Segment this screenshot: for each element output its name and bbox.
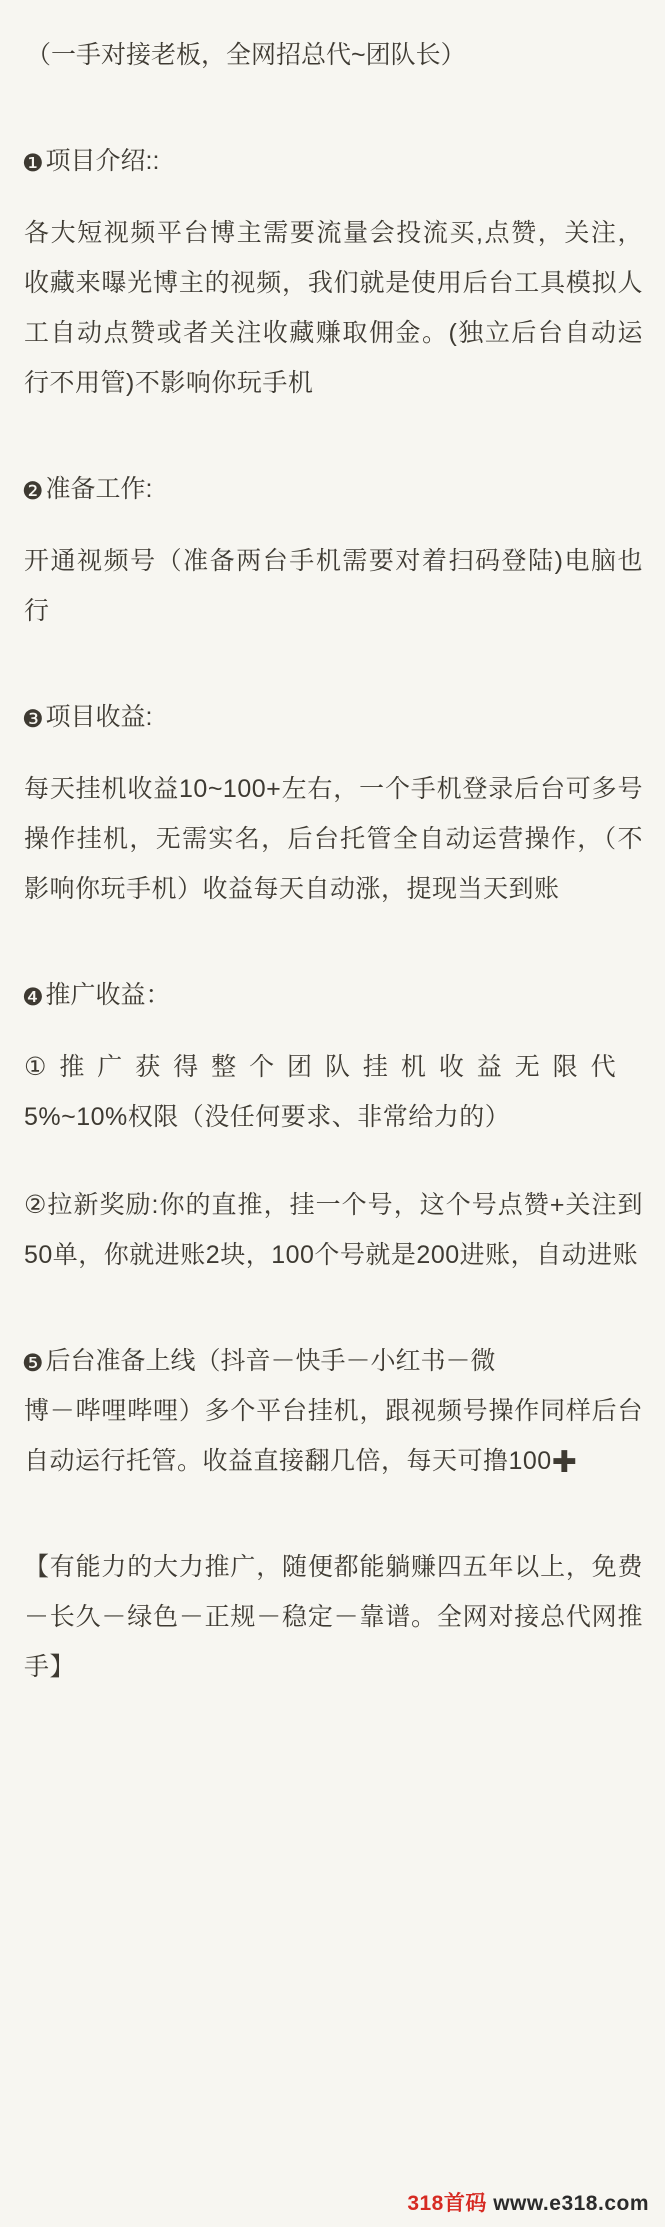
section-3-body: 每天挂机收益10~100+左右，一个手机登录后台可多号操作挂机，无需实名，后台托管全自动运营操作，（不影响你玩手机）收益每天自动涨，提现当天到账 [24, 775, 643, 903]
section-3-heading [22, 692, 643, 742]
section-1-body: 各大短视频平台博主需要流量会投流买,点赞，关注，收藏来曝光博主的视频，我们就是使用后台工具模拟人工自动点赞或者关注收藏赚取佣金。(独立后台自动运行不用管)不影响你玩手机 [24, 219, 643, 397]
watermark-url: www.e318.com [493, 2192, 649, 2215]
section-5-marker-icon: ❺ [22, 1350, 44, 1377]
spacer [22, 914, 643, 970]
spacer [22, 1020, 643, 1042]
watermark [407, 2187, 649, 2217]
section-4-body-2: ②拉新奖励:你的直推，挂一个号，这个号点赞+关注到50单，你就进账2块，100个号就是200进账，自动进账 [24, 1191, 643, 1269]
document-title: （一手对接老板，全网招总代~团队长） [26, 41, 466, 69]
spacer [22, 636, 643, 692]
section-4-marker-icon: ❹ [22, 984, 44, 1011]
section-4-body-1 [22, 1042, 643, 1142]
section-1-heading-text: 项目介绍:: [45, 147, 160, 175]
section-1-marker-icon: ❶ [22, 150, 44, 177]
section-2-body: 开通视频号（准备两台手机需要对着扫码登陆)电脑也行 [24, 547, 643, 625]
section-4-heading-text: 推广收益： [45, 981, 171, 1009]
section-4-body-1-spaced: ① 推 广 获 得 整 个 团 队 挂 机 收 益 无 限 代 [24, 1053, 619, 1081]
spacer [22, 1142, 643, 1180]
section-5-body [22, 1386, 643, 1486]
watermark-prefix: 318首码 [407, 2192, 487, 2215]
section-2-marker-icon: ❷ [22, 478, 44, 505]
spacer [22, 1280, 643, 1336]
section-2-heading [22, 464, 643, 514]
spacer [22, 80, 643, 136]
section-3-heading-text: 项目收益: [45, 703, 153, 731]
section-2-heading-text: 准备工作: [45, 475, 153, 503]
section-3-marker-icon: ❸ [22, 706, 44, 733]
spacer [22, 186, 643, 208]
spacer [22, 408, 643, 464]
plus-icon: ✚ [551, 1446, 577, 1479]
spacer [22, 1486, 643, 1542]
closing-paragraph: 【有能力的大力推广，随便都能躺赚四五年以上，免费－长久－绿色－正规－稳定－靠谱。全网对接总代网推手】 [24, 1553, 643, 1681]
section-5-body-text: 博－哔哩哔哩）多个平台挂机，跟视频号操作同样后台自动运行托管。收益直接翻几倍，每天可撸100 [24, 1397, 643, 1475]
spacer [22, 742, 643, 764]
spacer [22, 514, 643, 536]
section-4-heading [22, 970, 643, 1020]
section-5-heading [22, 1336, 643, 1386]
section-5-heading-text: 后台准备上线（抖音－快手－小红书－微 [45, 1347, 496, 1375]
section-1-heading [22, 136, 643, 186]
section-4-body-1-rest: 5%~10%权限（没任何要求、非常给力的） [24, 1103, 511, 1131]
